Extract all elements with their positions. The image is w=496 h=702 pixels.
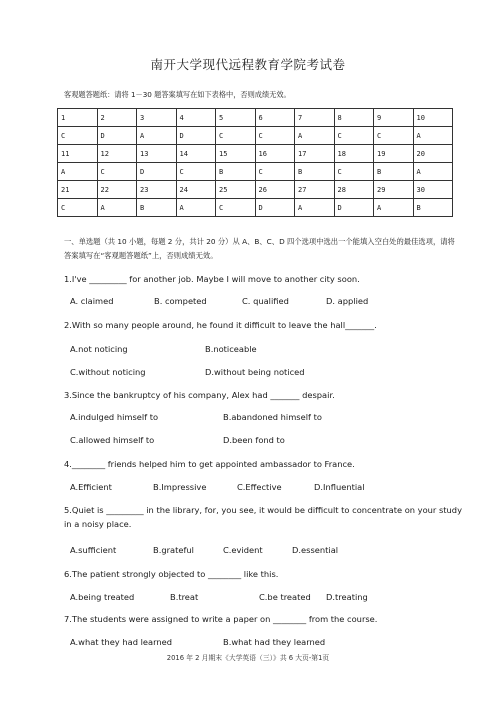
question-7-stem: 7.The students were assigned to write a paper on ________ from the course. [64,614,378,624]
question-number-cell: 14 [176,145,216,163]
question-number-cell: 10 [413,109,453,127]
question-1-stem: 1.I've _________ for another job. Maybe I will move to another city soon. [64,274,360,284]
answer-cell: C [334,163,374,181]
question-number-cell: 20 [413,145,453,163]
question-3-option-b: B.abandoned himself to [223,412,322,422]
question-2-stem: 2.With so many people around, he found it difficult to leave the hall_______. [64,320,377,330]
question-7-option-a: A.what they had learned [70,637,172,647]
answer-cell: C [255,163,295,181]
answer-table-row [58,109,453,127]
question-number-cell: 13 [137,145,177,163]
question-number-cell: 12 [97,145,137,163]
answer-cell: D [97,127,137,145]
question-3-option-c: C.allowed himself to [70,435,155,445]
answer-table-row [58,145,453,163]
question-3-stem: 3.Since the bankruptcy of his company, Alex had _______ despair. [64,390,335,400]
answer-cell: D [255,199,295,217]
question-6-stem: 6.The patient strongly objected to ________ like this. [64,569,279,579]
question-number-cell: 15 [216,145,256,163]
question-1-option-c: C. qualified [242,296,289,306]
question-number-cell: 7 [295,109,335,127]
answer-cell: C [97,163,137,181]
answer-table-row [58,181,453,199]
question-4-option-a: A.Efficient [70,482,112,492]
question-number-cell: 5 [216,109,256,127]
answer-table-row [58,127,453,145]
answer-cell: C [58,127,98,145]
page-footer: 2016 年 2 月期末《大学英语（三）》共 6 大页-第1页 [166,654,330,662]
question-4-stem: 4.________ friends helped him to get appointed ambassador to France. [64,459,355,469]
answer-cell: A [137,127,177,145]
question-6-option-a: A.being treated [70,592,135,602]
question-5-option-b: B.grateful [153,545,194,555]
answer-cell: A [295,127,335,145]
question-6-option-c: C.be treated [259,592,311,602]
answer-cell: B [137,199,177,217]
section-header: 一、单选题（共 10 小题，每题 2 分，共计 20 分）从 A、B、C、D 四个选项中选出一个能填入空白处的最佳选项，请将答案填写在“客观题答题纸”上，否则成绩无效。 [64,237,455,260]
question-number-cell: 25 [216,181,256,199]
question-number-cell: 6 [255,109,295,127]
question-number-cell: 19 [374,145,414,163]
question-number-cell: 4 [176,109,216,127]
question-1-option-a: A. claimed [70,296,114,306]
question-number-cell: 29 [374,181,414,199]
question-3-option-a: A.indulged himself to [70,412,159,422]
question-3-option-d: D.been fond to [223,435,285,445]
question-number-cell: 8 [334,109,374,127]
question-number-cell: 2 [97,109,137,127]
question-number-cell: 17 [295,145,335,163]
question-1-option-d: D. applied [326,296,369,306]
question-1-option-b: B. competed [154,296,207,306]
answer-table-row [58,199,453,217]
answer-cell: A [413,163,453,181]
question-number-cell: 30 [413,181,453,199]
question-number-cell: 16 [255,145,295,163]
answer-cell: B [374,163,414,181]
question-2-option-c: C.without noticing [70,367,146,377]
answer-cell: C [58,199,98,217]
answer-cell: A [295,199,335,217]
question-number-cell: 3 [137,109,177,127]
answer-cell: C [255,127,295,145]
question-number-cell: 24 [176,181,216,199]
answer-cell: A [58,163,98,181]
question-4-option-d: D.Influential [314,482,365,492]
question-number-cell: 11 [58,145,98,163]
answer-cell: C [374,127,414,145]
question-number-cell: 18 [334,145,374,163]
question-number-cell: 28 [334,181,374,199]
question-number-cell: 22 [97,181,137,199]
page-title: 南开大学现代远程教育学院考试卷 [150,57,346,72]
answer-cell: A [97,199,137,217]
answer-cell: B [216,163,256,181]
question-4-option-b: B.Impressive [153,482,207,492]
answer-cell: D [137,163,177,181]
question-2-option-b: B.noticeable [205,344,257,354]
answer-cell: C [176,163,216,181]
answer-cell: A [176,199,216,217]
answer-cell: D [334,199,374,217]
question-5-option-c: C.evident [223,545,263,555]
answer-cell: A [374,199,414,217]
question-5-stem: 5.Quiet is _________ in the library, for, you see, it would be difficult to concentrate on your study in a noisy place. [64,505,462,529]
question-5-option-d: D.essential [292,545,339,555]
question-number-cell: 26 [255,181,295,199]
answer-sheet-instruction: 客观题答题纸：请将 1－30 题答案填写在如下表格中，否则成绩无效。 [64,90,291,99]
question-2-option-d: D.without being noticed [205,367,305,377]
question-number-cell: 23 [137,181,177,199]
question-7-option-b: B.what had they learned [223,637,326,647]
question-number-cell: 9 [374,109,414,127]
question-number-cell: 21 [58,181,98,199]
answer-cell: D [176,127,216,145]
question-number-cell: 27 [295,181,335,199]
question-number-cell: 1 [58,109,98,127]
question-4-option-c: C.Effective [237,482,282,492]
answer-cell: B [295,163,335,181]
question-6-option-d: D.treating [326,592,368,602]
answer-cell: A [413,127,453,145]
answer-table-row [58,163,453,181]
answer-cell: C [216,199,256,217]
question-2-option-a: A.not noticing [70,344,128,354]
question-6-option-b: B.treat [170,592,199,602]
answer-cell: B [413,199,453,217]
answer-cell: C [334,127,374,145]
answer-cell: C [216,127,256,145]
question-5-option-a: A.sufficient [70,545,117,555]
answer-table [57,108,453,217]
